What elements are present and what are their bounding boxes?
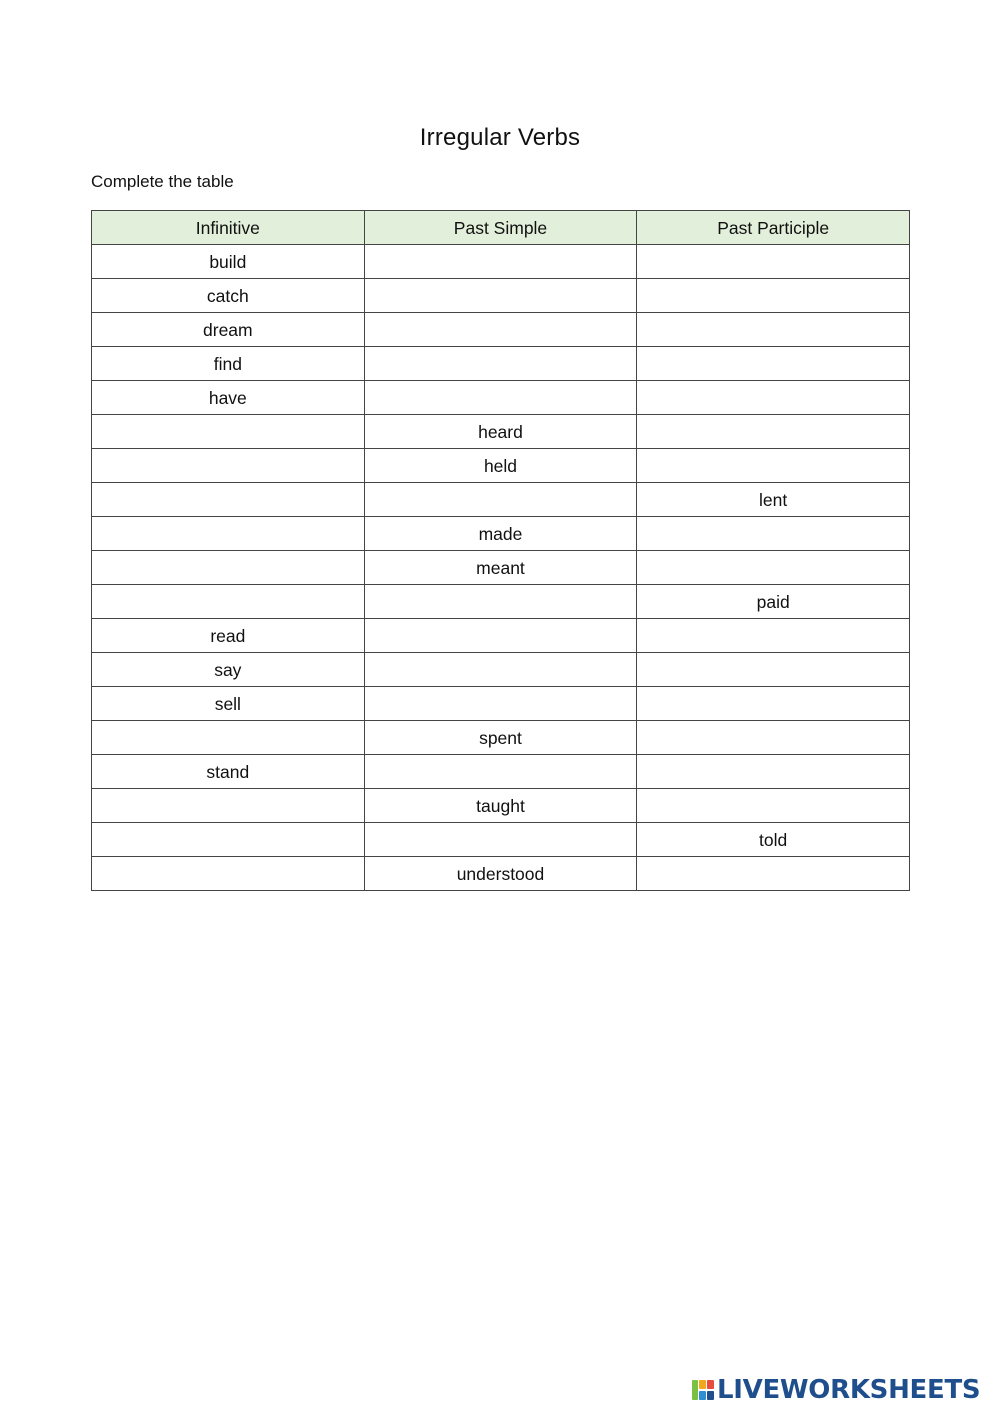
cell-past-simple[interactable] xyxy=(364,381,637,415)
cell-past-simple: meant xyxy=(364,551,637,585)
cell-infinitive: find xyxy=(92,347,365,381)
table-row xyxy=(92,585,910,619)
table-row xyxy=(92,517,910,551)
cell-past-simple[interactable] xyxy=(364,313,637,347)
cell-infinitive: dream xyxy=(92,313,365,347)
cell-infinitive: read xyxy=(92,619,365,653)
cell-past-simple[interactable] xyxy=(364,347,637,381)
table-row xyxy=(92,653,910,687)
table-row xyxy=(92,313,910,347)
cell-past-participle[interactable] xyxy=(637,381,910,415)
cell-past-simple[interactable] xyxy=(364,585,637,619)
cell-past-simple: made xyxy=(364,517,637,551)
cell-past-simple[interactable] xyxy=(364,619,637,653)
table-row xyxy=(92,551,910,585)
cell-past-participle[interactable] xyxy=(637,313,910,347)
cell-past-participle[interactable] xyxy=(637,755,910,789)
table-row xyxy=(92,755,910,789)
table-header-row xyxy=(92,211,910,245)
cell-past-simple[interactable] xyxy=(364,279,637,313)
table-row xyxy=(92,245,910,279)
table-row xyxy=(92,279,910,313)
cell-past-participle[interactable] xyxy=(637,619,910,653)
liveworksheets-logo-icon xyxy=(692,1378,714,1402)
cell-past-simple: understood xyxy=(364,857,637,891)
cell-past-simple[interactable] xyxy=(364,755,637,789)
cell-infinitive: catch xyxy=(92,279,365,313)
cell-infinitive: have xyxy=(92,381,365,415)
cell-past-simple: heard xyxy=(364,415,637,449)
cell-past-participle[interactable] xyxy=(637,347,910,381)
cell-infinitive[interactable] xyxy=(92,415,365,449)
cell-past-simple: taught xyxy=(364,789,637,823)
table-row xyxy=(92,823,910,857)
cell-infinitive[interactable] xyxy=(92,823,365,857)
header-infinitive: Infinitive xyxy=(92,211,365,245)
cell-past-participle: told xyxy=(637,823,910,857)
cell-past-participle[interactable] xyxy=(637,687,910,721)
table-body xyxy=(92,245,910,891)
cell-past-participle[interactable] xyxy=(637,789,910,823)
cell-infinitive: say xyxy=(92,653,365,687)
cell-infinitive[interactable] xyxy=(92,857,365,891)
header-past-participle: Past Participle xyxy=(637,211,910,245)
cell-infinitive[interactable] xyxy=(92,551,365,585)
instruction-text: Complete the table xyxy=(91,172,234,191)
verb-table xyxy=(91,210,910,891)
cell-past-participle: lent xyxy=(637,483,910,517)
cell-past-participle[interactable] xyxy=(637,517,910,551)
cell-past-participle[interactable] xyxy=(637,551,910,585)
cell-infinitive[interactable] xyxy=(92,449,365,483)
cell-past-participle[interactable] xyxy=(637,721,910,755)
table-row xyxy=(92,789,910,823)
cell-infinitive[interactable] xyxy=(92,721,365,755)
table-row xyxy=(92,619,910,653)
header-past-simple: Past Simple xyxy=(364,211,637,245)
cell-infinitive[interactable] xyxy=(92,483,365,517)
cell-infinitive: stand xyxy=(92,755,365,789)
table-row xyxy=(92,483,910,517)
cell-past-participle: paid xyxy=(637,585,910,619)
cell-infinitive[interactable] xyxy=(92,789,365,823)
cell-past-simple: held xyxy=(364,449,637,483)
cell-past-participle[interactable] xyxy=(637,653,910,687)
cell-infinitive[interactable] xyxy=(92,585,365,619)
logo-text: LIVEWORKSHEETS xyxy=(717,1375,981,1405)
table-row xyxy=(92,449,910,483)
cell-infinitive: sell xyxy=(92,687,365,721)
cell-past-simple[interactable] xyxy=(364,687,637,721)
cell-past-participle[interactable] xyxy=(637,279,910,313)
table-row xyxy=(92,415,910,449)
table-row xyxy=(92,381,910,415)
cell-infinitive[interactable] xyxy=(92,517,365,551)
liveworksheets-logo xyxy=(692,1375,980,1405)
cell-infinitive: build xyxy=(92,245,365,279)
cell-past-simple[interactable] xyxy=(364,823,637,857)
page-title: Irregular Verbs xyxy=(419,124,581,151)
table-row xyxy=(92,721,910,755)
cell-past-participle[interactable] xyxy=(637,449,910,483)
cell-past-simple[interactable] xyxy=(364,483,637,517)
cell-past-participle[interactable] xyxy=(637,415,910,449)
table-row xyxy=(92,347,910,381)
cell-past-simple: spent xyxy=(364,721,637,755)
cell-past-simple[interactable] xyxy=(364,245,637,279)
cell-past-simple[interactable] xyxy=(364,653,637,687)
table-row xyxy=(92,687,910,721)
cell-past-participle[interactable] xyxy=(637,857,910,891)
table-row xyxy=(92,857,910,891)
cell-past-participle[interactable] xyxy=(637,245,910,279)
